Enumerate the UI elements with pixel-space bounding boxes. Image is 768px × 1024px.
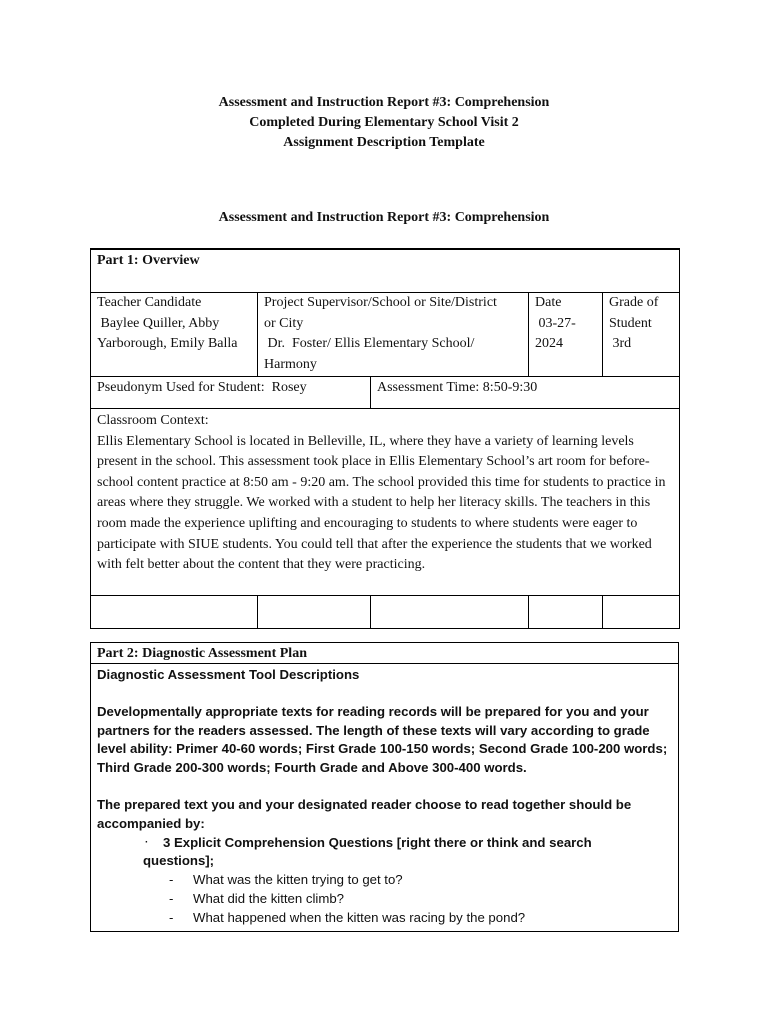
empty-cell [91, 596, 258, 629]
part1-title: Part 1: Overview [91, 249, 680, 293]
part2-diagnostic-table [90, 642, 679, 932]
assessment-time-cell: Assessment Time: 8:50-9:30 [371, 377, 680, 409]
pseudonym-cell: Pseudonym Used for Student: Rosey [91, 377, 371, 409]
header-line-3: Assignment Description Template [283, 135, 485, 150]
grade-label-1: Grade of [609, 295, 659, 310]
context-label: Classroom Context: [97, 413, 209, 428]
supervisor-label-1: Project Supervisor/School or Site/District [264, 295, 497, 310]
date-value-1: 03-27- [535, 315, 576, 331]
context-text: Ellis Elementary School is located in Belleville, IL, where they have a variety of learning levels present in the school. This assessment took place in Ellis Elementary School’s art room for before-school content practice at 8:50 am - 9:20 am. The school provided this time for students to practice in areas where they struggle. We worked with a student to help her literacy skills. The teachers in this room made the experience uplifting and encouraging to students to where students were eager to participate with SIUE students. You could tell that after the experience the students that we worked with felt better about the content that they were practicing. [97, 433, 666, 573]
question-item [97, 871, 672, 890]
header-line-2: Completed During Elementary School Visit 2 [249, 115, 519, 130]
bullet-line-1: 3 Explicit Comprehension Questions [right there or think and search [163, 834, 592, 850]
bullet-line-2: questions]; [143, 853, 215, 869]
question-text: What happened when the kitten was racing by the pond? [193, 909, 526, 925]
question-item [97, 909, 672, 928]
grade-value: 3rd [609, 336, 632, 352]
supervisor-value-2: Harmony [264, 356, 317, 372]
empty-cell [529, 596, 603, 629]
teacher-label: Teacher Candidate [97, 295, 202, 310]
dash-marker: - [169, 872, 174, 888]
supervisor-cell [258, 293, 529, 377]
accompanied-paragraph: The prepared text you and your designated reader choose to read together should be accompanied by: [97, 796, 632, 831]
date-cell [529, 293, 603, 377]
question-text: What did the kitten climb? [193, 890, 344, 906]
part2-body [91, 664, 679, 932]
dash-marker: - [169, 890, 174, 906]
part2-title: Part 2: Diagnostic Assessment Plan [91, 643, 679, 664]
date-label: Date [535, 295, 562, 310]
supervisor-label-2: or City [264, 315, 304, 331]
empty-cell [258, 596, 371, 629]
section-subtitle: Assessment and Instruction Report #3: Comprehension [218, 210, 550, 225]
grade-label-2: Student [609, 315, 652, 331]
question-item [97, 890, 672, 909]
question-text: What was the kitten trying to get to? [193, 872, 403, 888]
part1-overview-table [90, 248, 680, 629]
empty-cell [371, 596, 529, 629]
dash-marker: - [169, 909, 174, 925]
document-header [0, 93, 768, 153]
comprehension-bullet [97, 834, 672, 853]
header-line-1: Assessment and Instruction Report #3: Comprehension [218, 95, 550, 110]
date-value-2: 2024 [535, 336, 563, 352]
teacher-candidate-cell [91, 293, 258, 377]
supervisor-value-1: Dr. Foster/ Ellis Elementary School/ [264, 336, 475, 352]
texts-paragraph: Developmentally appropriate texts for reading records will be prepared for you and your partners for the readers assessed. The length of these texts will vary according to grade level ability: Primer 40-60 words; First Grade 100-150 words; Second Grade 100-200 words; Third Grade 200-300 words; Fourth Grade and Above 300-400 words. [97, 703, 668, 776]
grade-cell [603, 293, 680, 377]
bullet-dot: · [145, 836, 149, 848]
classroom-context-cell [91, 409, 680, 596]
empty-cell [603, 596, 680, 629]
tool-heading: Diagnostic Assessment Tool Descriptions [97, 667, 360, 682]
teacher-value-1: Baylee Quiller, Abby [97, 315, 220, 331]
teacher-value-2: Yarborough, Emily Balla [97, 336, 238, 352]
